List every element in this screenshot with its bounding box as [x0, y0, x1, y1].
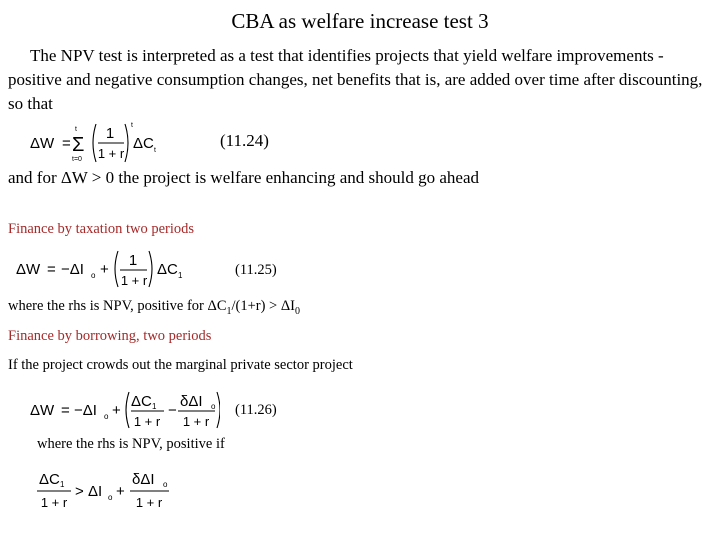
eq1-numerator: 1 — [105, 125, 115, 142]
eq3-denominator-right: 1 + r — [182, 414, 210, 429]
equation-number-11-26: (11.26) — [235, 402, 277, 418]
slide-title: CBA as welfare increase test 3 — [231, 9, 489, 33]
eq3-delta-i-frac-sub: o — [211, 402, 216, 411]
eq3-delta-c-sub: 1 — [152, 402, 157, 411]
ineq-delta-c-sub: 1 — [60, 480, 65, 489]
ineq-delta-i0: ΔI — [88, 483, 103, 500]
crowding-out-note: If the project crowds out the marginal private sector project — [8, 357, 353, 373]
eq2-plus: + — [100, 261, 109, 278]
ineq-denominator-left: 1 + r — [40, 495, 68, 510]
intro-paragraph — [8, 44, 712, 116]
eq2-minus-delta-i: −ΔI — [61, 261, 84, 278]
decision-rule: and for ΔW > 0 the project is welfare enhancing and should go ahead — [8, 168, 480, 187]
eq2-denominator: 1 + r — [120, 273, 148, 288]
ineq-delta-i-frac-sub: o — [163, 480, 168, 489]
eq3-minus-delta-i: −ΔI — [74, 402, 97, 419]
eq1-sum-upper: t — [75, 126, 77, 133]
eq3-plus: + — [112, 402, 121, 419]
equation-11-26 — [30, 387, 220, 433]
ineq-gt: > — [75, 483, 84, 500]
eq2-numerator: 1 — [128, 252, 138, 269]
eq2-equals: = — [47, 261, 56, 278]
eq1-sum: Σ — [72, 134, 85, 156]
eq2-delta-i-sub: o — [91, 271, 96, 280]
equation-number-11-25: (11.25) — [235, 262, 277, 278]
eq2-delta-w: ΔW — [16, 261, 41, 278]
ineq-delta-i0-sub: o — [108, 493, 113, 502]
eq3-delta-i-sub: o — [104, 412, 109, 421]
eq1-delta-w: ΔW — [30, 135, 55, 152]
ineq-plus: + — [116, 483, 125, 500]
eq1-sum-lower: t=0 — [72, 156, 82, 163]
eq1-exponent: t — [131, 122, 133, 129]
equation-number-11-24: (11.24) — [220, 131, 269, 150]
eq1-denominator: 1 + r — [97, 146, 125, 161]
eq1-delta-c: ΔC — [133, 135, 154, 152]
eq2-delta-c: ΔC — [157, 261, 178, 278]
eq3-delta-i-frac: δΔI — [180, 393, 203, 410]
eq3-delta-w: ΔW — [30, 402, 55, 419]
ineq-delta-i-frac: δΔI — [132, 471, 155, 488]
rhs-note-1: where the rhs is NPV, positive for $\Delta C_1/(1+r) > \Delta I_0$ — [8, 298, 301, 317]
eq3-equals: = — [61, 402, 70, 419]
ineq-delta-c: ΔC — [39, 471, 60, 488]
eq2-delta-c-sub: 1 — [178, 271, 183, 280]
ineq-denominator-right: 1 + r — [135, 495, 163, 510]
equation-11-25 — [16, 246, 186, 292]
heading-finance-by-borrowing: Finance by borrowing, two periods — [8, 328, 212, 344]
eq3-denominator-left: 1 + r — [133, 414, 161, 429]
eq1-delta-c-sub: t — [154, 147, 156, 154]
intro-text: The NPV test is interpreted as a test that identifies projects that yield welfare improvements - positive and negative consumption changes, net benefits that is, are added over time after discounting, so that — [8, 46, 703, 113]
inequality-condition — [37, 465, 177, 513]
eq3-minus: − — [168, 402, 177, 419]
heading-finance-by-taxation: Finance by taxation two periods — [8, 221, 195, 237]
eq1-equals: = — [62, 135, 71, 152]
equation-11-24 — [30, 118, 160, 168]
eq3-delta-c: ΔC — [131, 393, 152, 410]
rhs-note-2: where the rhs is NPV, positive if — [37, 436, 225, 452]
